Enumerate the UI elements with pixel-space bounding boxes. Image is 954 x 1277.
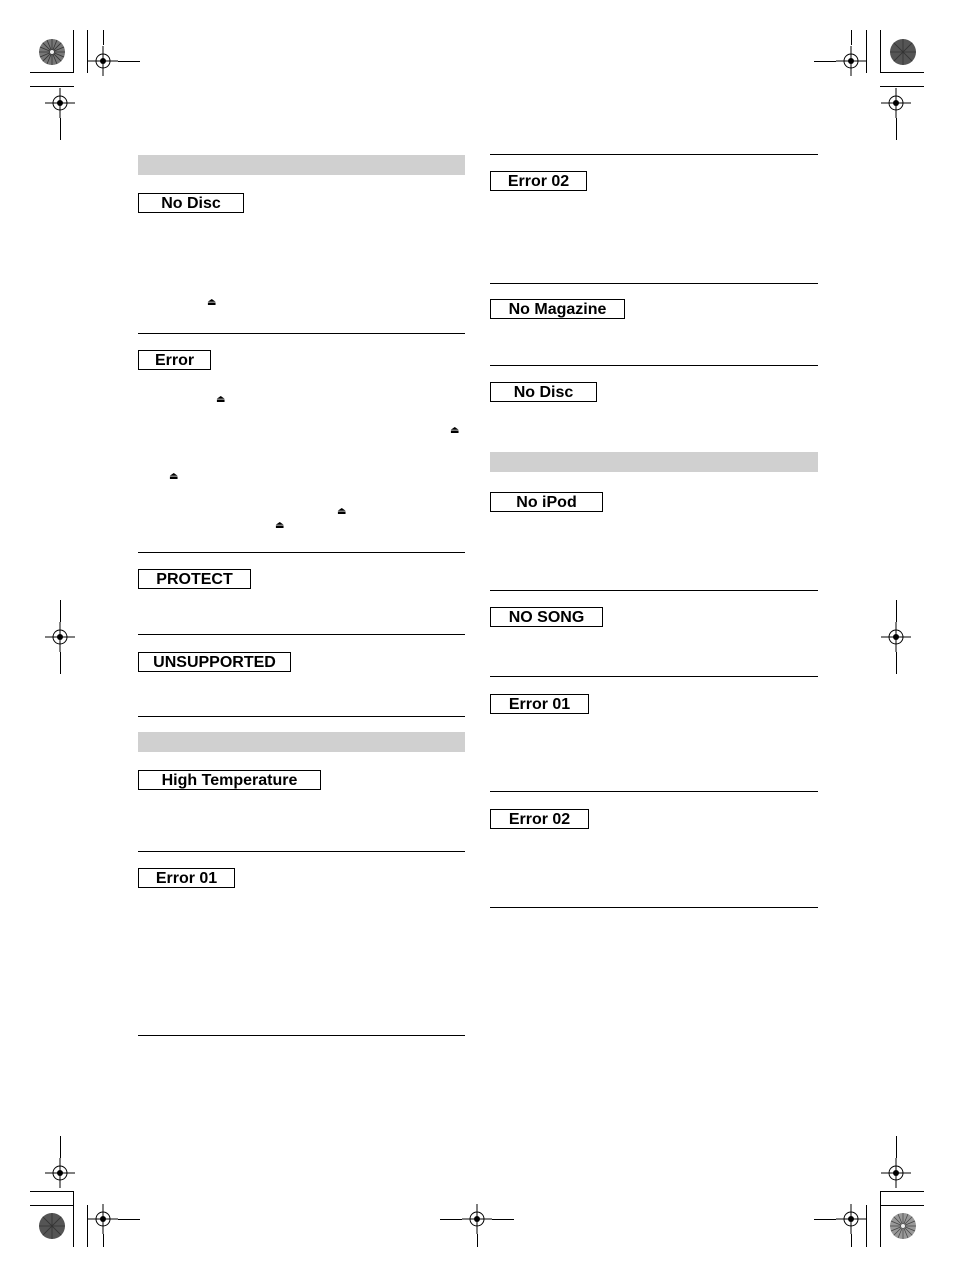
color-wheel-icon	[38, 1212, 66, 1240]
registration-line	[118, 61, 140, 62]
divider	[490, 365, 818, 366]
crop-line	[880, 30, 881, 73]
crop-line	[30, 86, 74, 87]
label-no-disc: No Disc	[138, 193, 244, 213]
crop-line	[880, 1191, 924, 1192]
divider	[490, 590, 818, 591]
divider	[490, 283, 818, 284]
registration-line	[440, 1219, 462, 1220]
registration-mark-icon	[881, 1158, 911, 1188]
divider	[138, 552, 465, 553]
crop-line	[73, 1191, 74, 1247]
label-protect: PROTECT	[138, 569, 251, 589]
divider	[490, 907, 818, 908]
divider	[138, 634, 465, 635]
divider	[490, 676, 818, 677]
eject-icon: ⏏	[207, 297, 217, 308]
color-wheel-icon	[38, 38, 66, 66]
registration-line	[896, 600, 897, 622]
divider	[138, 1035, 465, 1036]
divider	[490, 791, 818, 792]
registration-mark-icon	[881, 88, 911, 118]
color-wheel-icon	[889, 1212, 917, 1240]
label-error: Error	[138, 350, 211, 370]
registration-mark-icon	[45, 1158, 75, 1188]
label-no-song: NO SONG	[490, 607, 603, 627]
crop-line	[880, 1205, 924, 1206]
registration-mark-icon	[45, 622, 75, 652]
crop-line	[880, 86, 924, 87]
divider	[138, 851, 465, 852]
label-error-02: Error 02	[490, 809, 589, 829]
eject-icon: ⏏	[169, 471, 179, 482]
registration-line	[896, 652, 897, 674]
registration-line	[896, 118, 897, 140]
registration-line	[60, 118, 61, 140]
registration-mark-icon	[88, 1204, 118, 1234]
label-unsupported: UNSUPPORTED	[138, 652, 291, 672]
label-error-02-top: Error 02	[490, 171, 587, 191]
registration-line	[60, 1136, 61, 1158]
crop-line	[30, 1191, 74, 1192]
eject-icon: ⏏	[216, 394, 226, 405]
registration-line	[851, 30, 852, 45]
label-no-magazine: No Magazine	[490, 299, 625, 319]
registration-mark-icon	[462, 1204, 492, 1234]
registration-line	[851, 1234, 852, 1247]
label-error-01-right: Error 01	[490, 694, 589, 714]
section-band-ipod	[490, 452, 818, 472]
registration-mark-icon	[881, 622, 911, 652]
crop-line	[30, 72, 74, 73]
divider	[138, 716, 465, 717]
registration-mark-icon	[836, 46, 866, 76]
label-error-01: Error 01	[138, 868, 235, 888]
divider	[138, 333, 465, 334]
section-band-cd	[138, 155, 465, 175]
crop-line	[30, 1205, 74, 1206]
registration-line	[477, 1234, 478, 1247]
eject-icon: ⏏	[450, 425, 460, 436]
crop-line	[880, 1191, 881, 1247]
section-band-changer	[138, 732, 465, 752]
label-no-ipod: No iPod	[490, 492, 603, 512]
registration-line	[814, 61, 836, 62]
registration-line	[103, 30, 104, 45]
crop-line	[880, 72, 924, 73]
registration-line	[896, 1136, 897, 1158]
crop-line	[866, 30, 867, 73]
registration-line	[118, 1219, 140, 1220]
eject-icon: ⏏	[275, 520, 285, 531]
crop-line	[866, 1205, 867, 1247]
registration-mark-icon	[88, 46, 118, 76]
registration-line	[103, 1234, 104, 1247]
registration-line	[814, 1219, 836, 1220]
crop-line	[73, 30, 74, 73]
registration-mark-icon	[836, 1204, 866, 1234]
eject-icon: ⏏	[337, 506, 347, 517]
divider	[490, 154, 818, 155]
label-high-temperature: High Temperature	[138, 770, 321, 790]
registration-line	[60, 652, 61, 674]
color-wheel-icon	[889, 38, 917, 66]
registration-line	[492, 1219, 514, 1220]
registration-line	[60, 600, 61, 622]
label-no-disc-right: No Disc	[490, 382, 597, 402]
registration-mark-icon	[45, 88, 75, 118]
